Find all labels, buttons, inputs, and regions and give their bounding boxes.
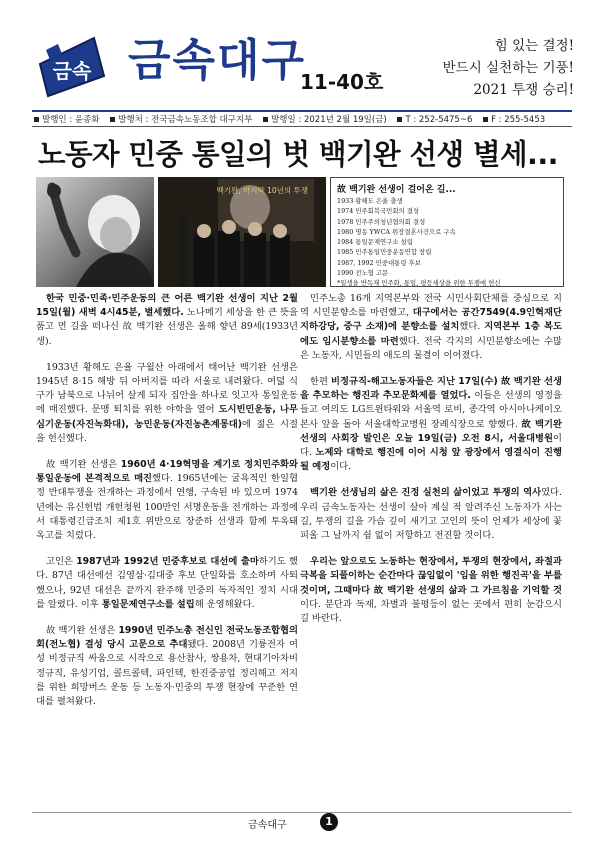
- union-logo: [32, 30, 112, 110]
- fax: F : 255-5453: [491, 115, 546, 125]
- paragraph: [300, 375, 562, 474]
- paragraph: [36, 361, 298, 446]
- text: 이다.: [300, 432, 562, 459]
- publish-date: 발행일 : 2021년 2월 19일(금): [271, 115, 387, 125]
- photo-caption: 백기완, 마지막 10년의 투쟁: [216, 186, 308, 195]
- publisher: 발행인 : 윤종화: [42, 115, 100, 125]
- timeline-item: *일생을 반독재 민주화, 통일, 평등세상을 위한 투쟁에 헌신: [337, 279, 501, 288]
- text: 해 운영해왔다.: [194, 598, 255, 610]
- emphasis: 대구에서는 공간7549(4.9인혁재단 지하강당, 중구 소재)에 분향소를 설치: [300, 307, 562, 333]
- text: 하기도 했다. 87년 대선에선 김영삼·김대중 후보 단일화를 호소하며 사퇴했으나, 92년 대선은 끝까지 완주해 민중의 독자적인 정치 시대를 알렸다. 이후: [36, 556, 298, 610]
- slogan-3: 2021 투쟁 승리!: [473, 82, 574, 98]
- emphasis: 한국 민중·민족·민주운동의 큰 어른 백기완 선생이 지난 2월 15일(월) 새벽 4시45분, 별세했다.: [36, 293, 298, 319]
- emphasis: 비정규직-해고노동자들은 지난 17일(수) 故 백기완 선생을 추모하는 행진과 추모문화제를 열었다.: [300, 376, 562, 402]
- info-rule: [32, 126, 572, 127]
- portrait-photo: [36, 177, 154, 287]
- timeline-item: 1974 민주회복국민회의 결성: [337, 207, 420, 216]
- timeline-item: 1987, 1992 민중대통령 후보: [337, 258, 421, 267]
- text: 에 젊은 시절을 헌신했다.: [36, 418, 298, 444]
- paragraph: [300, 486, 562, 543]
- text: 노나메기 세상을 한 큰 뜻을 품고 먼 길을 떠나신 故 백기완 선생은 올해 향년 89세(1933년생).: [36, 307, 298, 347]
- text: 였다. 우리 금속노동자는 선생이 살아 계실 적 알려주신 노동자가 사는 길, 투쟁의 길을 가슴 깊이 새기고 고인의 뜻이 언제가 세상에 꽃 피울 그 날까지 쉼 없이 저항하고 전진할 것이다.: [300, 487, 562, 542]
- text: 故 백기완 선생은: [46, 625, 119, 637]
- timeline-item: 1984 통일문제연구소 설립: [337, 238, 413, 247]
- text: 故 백기완 선생은: [46, 459, 121, 471]
- text: 민주노총 16개 지역본부와 전국 시민사회단체를 중심으로 지역 시민분향소를 마련했고,: [300, 293, 562, 319]
- page-number: 1: [320, 813, 338, 831]
- emphasis: 노제와 대학로 행진에 이어 시청 앞 광장에서 영결식이 진행될 예정: [300, 447, 562, 473]
- issue-number: 11-40호: [300, 70, 384, 94]
- logo-text: 금속: [52, 59, 92, 83]
- memorial-photo: [158, 177, 326, 287]
- paragraph: [36, 292, 298, 349]
- text: 이들은 선생의 영정을 들고 여의도 LG트윈타워와 서울역 로비, 종각역 아시아나케이오 본사 앞을 돌아 서울대학교병원 장례식장으로 향했다.: [300, 390, 562, 430]
- timeline-item: 1978 민주주의청년협의회 결성: [337, 217, 426, 226]
- issuer: 발행처 : 전국금속노동조합 대구지부: [118, 115, 253, 125]
- paragraph: [36, 624, 298, 709]
- emphasis: 故 백기완 선생의 사회장 발인은 오늘 19일(금) 오전 8시, 서울대병원: [300, 418, 562, 444]
- publication-info: [34, 113, 553, 125]
- text: 이다.: [330, 461, 352, 473]
- timeline-box: [330, 177, 564, 287]
- slogan-1: 힘 있는 결정!: [494, 38, 574, 54]
- headline: 노동자 민중 통일의 벗 백기완 선생 별세...: [38, 138, 559, 171]
- slogan-2: 반드시 실천하는 기풍!: [442, 60, 574, 76]
- phone: T : 252-5475~6: [405, 115, 473, 125]
- header-rule: [32, 110, 572, 112]
- text: 1933년 황해도 은율 구월산 아래에서 태어난 백기완 선생은 1945년 8·15 해방 뒤 아버지를 따라 서울로 내려왔다. 여덟 식구가 남북으로 나뉘어 살게 되자 집안을 하나로 잇고자 통일운동에 매진했다. 문맹 퇴치를 위한 야학을 열어: [36, 361, 298, 416]
- text: 이다. 분단과 독재, 차별과 불평등이 없는 곳에서 편히 눈감으시길 바란다.: [300, 598, 562, 625]
- timeline-item: 1990 전노협 고문: [337, 269, 389, 278]
- newspaper-title: 금속대구: [128, 35, 307, 86]
- emphasis: 1990년 민주노총 전신인 전국노동조합협의회(전노협) 결성 당시 고문으로 추대: [36, 625, 298, 651]
- timeline-item: 1985 민주통일민중운동연합 창립: [337, 248, 432, 257]
- timeline-item: 1933 황해도 은율 출생: [337, 197, 403, 205]
- footer-label: 금속대구: [248, 820, 287, 831]
- text: 했다. 1965년에는 굴욕적인 한일협정 반대투쟁을 전개하는 과정에서 연행, 구속된 바 있으며 1974년에는 유신헌법 개헌청원 100만인 서명운동을 전개하는 과정에서 대통령긴급조치 제1호 위반으로 장준하 선생과 함께 투옥돼 옥고를 치렀다.: [36, 473, 298, 542]
- paragraph: [36, 458, 298, 543]
- paragraph: [300, 292, 562, 363]
- article-column-left: [36, 292, 298, 709]
- paragraph: [36, 555, 298, 612]
- emphasis: 지역본부 1층 복도에도 임시분향소를 마련: [300, 321, 562, 347]
- emphasis: 1987년과 1992년 민중후보로 대선에 출마: [76, 556, 259, 568]
- article-column-right: [300, 292, 562, 626]
- emphasis: 우리는 앞으로도 노동하는 현장에서, 투쟁의 현장에서, 좌절과 극복을 되풀이하는 순간마다 끊임없이 '임을 위한 행진곡'을 부를 것이며, 그때마다 故 백기완 선생의 삶과 그 가르침을 기억할 것: [300, 556, 562, 596]
- text: 했다. 전국 각지의 시민분향소에는 수많은 노동자, 시민들의 애도의 물결이 이어졌다.: [300, 335, 562, 361]
- text: 했다.: [459, 321, 485, 333]
- footer-rule: [32, 812, 572, 813]
- emphasis: 도시빈민운동, 나무심기운동(자진녹화대), 농민운동(자진농촌계몽대): [36, 404, 298, 430]
- emphasis: 1960년 4·19혁명을 계기로 정치민주화와 통일운동에 본격적으로 매진: [36, 459, 298, 485]
- paragraph: [300, 555, 562, 626]
- timeline-item: 1980 명동 YWCA 위장결혼사건으로 구속: [337, 227, 456, 236]
- text: 고인은: [46, 556, 77, 568]
- timeline-list: [337, 196, 500, 289]
- text: 한편: [310, 376, 332, 388]
- text: 됐다. 2008년 기륭전자 여성 비정규직 싸움으로 시작으로 용산참사, 쌍용차, 현대기아차비정규직, 유성기업, 콜트콜텍, 파인텍, 한진중공업 정리해고 저지를 위한 희망버스 운동 등 노동자·민중의 투쟁 현장에 꾸준한 연대를 펼쳐왔다.: [36, 639, 298, 708]
- emphasis: 통일문제연구소를 설립: [101, 598, 195, 610]
- timeline-title: 故 백기완 선생이 걸어온 길...: [337, 185, 456, 195]
- emphasis: 백기완 선생님의 삶은 진정 실천의 삶이었고 투쟁의 역사: [310, 487, 542, 499]
